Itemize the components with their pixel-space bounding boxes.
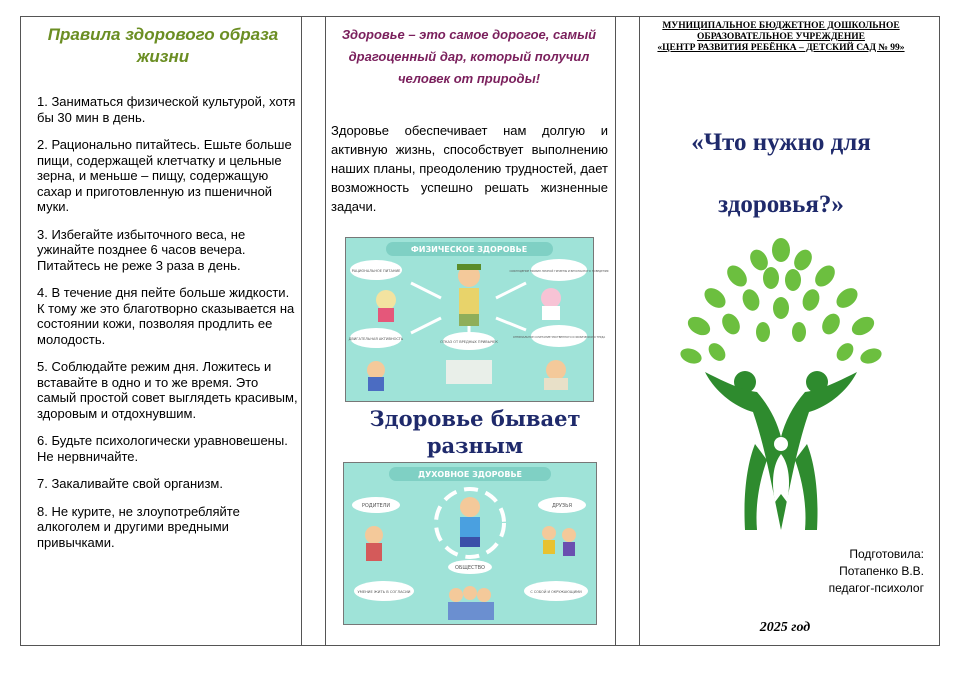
poster1-label: СОБЛЮДЕНИЕ ПРАВИЛ ЛИЧНОЙ ГИГИЕНЫ И БЕЗОПАСНОГО ПОВЕДЕНИЯ: [509, 270, 609, 273]
rule-item: 7. Закаливайте свой организм.: [37, 476, 223, 491]
health-description: Здоровье обеспечивает нам долгую и активную жизнь, способствует выполнению наших планы, преодолению трудностей, дает возможность успешно решать жизненные задачи.: [331, 123, 608, 214]
poster1-title: ФИЗИЧЕСКОЕ ЗДОРОВЬЕ: [410, 245, 528, 254]
rule-item: 3. Избегайте избыточного веса, не ужинайте позднее 6 часов вечера. Питайтесь не реже 3 раза в день.: [37, 226, 246, 273]
spiritual-health-poster: [343, 462, 597, 625]
poster1-label: ОТКАЗ ОТ ВРЕДНЫХ ПРИВЫЧЕК: [440, 340, 498, 344]
rule-item: 8. Не курите, не злоупотребляйте алкоголем и другими вредными привычками.: [37, 503, 240, 550]
rules-list: [37, 94, 299, 562]
organization-name: [650, 21, 912, 54]
prepared-by: [760, 546, 924, 597]
title-line-2: здоровья?»: [718, 191, 844, 218]
poster2-label: УМЕНИЕ ЖИТЬ В СОГЛАСИИ: [357, 590, 411, 594]
rule-item: 2. Рационально питайтесь. Ешьте больше пищи, содержащей клетчатку и цельные зерна, и меньше – пищу, содержащую сахар и приготовленную из пшеничной муки.: [37, 137, 292, 214]
family-tree-icon: [675, 232, 887, 530]
org-line: «ЦЕНТР РАЗВИТИЯ РЕБЁНКА – ДЕТСКИЙ САД № 99»: [657, 43, 905, 53]
physical-health-illustration: [346, 238, 609, 401]
fold-line-2: [325, 16, 326, 646]
org-line: МУНИЦИПАЛЬНОЕ БЮДЖЕТНОЕ ДОШКОЛЬНОЕ: [662, 21, 900, 31]
author-name: Потапенко В.В.: [839, 564, 924, 578]
poster2-title: ДУХОВНОЕ ЗДОРОВЬЕ: [417, 470, 523, 479]
author-role: педагог-психолог: [828, 581, 924, 595]
poster1-label: ОПТИМАЛЬНОЕ СОЧЕТАНИЕ УМСТВЕННОГО И ФИЗИЧЕСКОГО ТРУДА: [512, 336, 606, 339]
health-varies-heading: Здоровье бывает разным: [369, 406, 581, 458]
brochure-title: [650, 112, 912, 236]
rule-item: 4. В течение дня пейте больше жидкости. К тому же это благотворно сказывается на состоянии кожи, позволяя продлить ее молодость.: [37, 285, 295, 347]
poster1-label: РАЦИОНАЛЬНОЕ ПИТАНИЕ: [351, 269, 401, 273]
fold-line-1: [301, 16, 302, 646]
prepared-label: Подготовила:: [849, 547, 924, 561]
rules-title: Правила здорового образа жизни: [47, 25, 279, 66]
rule-item: 1. Заниматься физической культурой, хотя бы 30 мин в день.: [37, 94, 296, 125]
poster2-label: С СОБОЙ И ОКРУЖАЮЩИМИ: [530, 590, 582, 594]
poster2-label: ДРУЗЬЯ: [551, 503, 573, 509]
org-line: ОБРАЗОВАТЕЛЬНОЕ УЧРЕЖДЕНИЕ: [697, 32, 865, 42]
physical-health-poster: [345, 237, 609, 402]
spiritual-health-illustration: [344, 463, 596, 624]
fold-line-4: [639, 16, 640, 646]
rule-item: 6. Будьте психологически уравновешены. Не нервничайте.: [37, 433, 288, 464]
title-line-1: «Что нужно для: [691, 129, 871, 156]
poster2-label: РОДИТЕЛИ: [361, 503, 391, 509]
poster1-label: ДВИГАТЕЛЬНАЯ АКТИВНОСТЬ: [348, 337, 404, 341]
fold-line-3: [615, 16, 616, 646]
rule-item: 5. Соблюдайте режим дня. Ложитесь и вставайте в одно и то же время. Это самый простой совет выглядеть красивым, здоровым и отдохнувшим.: [37, 359, 298, 421]
poster2-label: ОБЩЕСТВО: [455, 565, 485, 571]
year: 2025 год: [759, 620, 811, 635]
health-quote: Здоровье – это самое дорогое, самый драгоценный дар, который получил человек от природы!: [341, 27, 597, 86]
